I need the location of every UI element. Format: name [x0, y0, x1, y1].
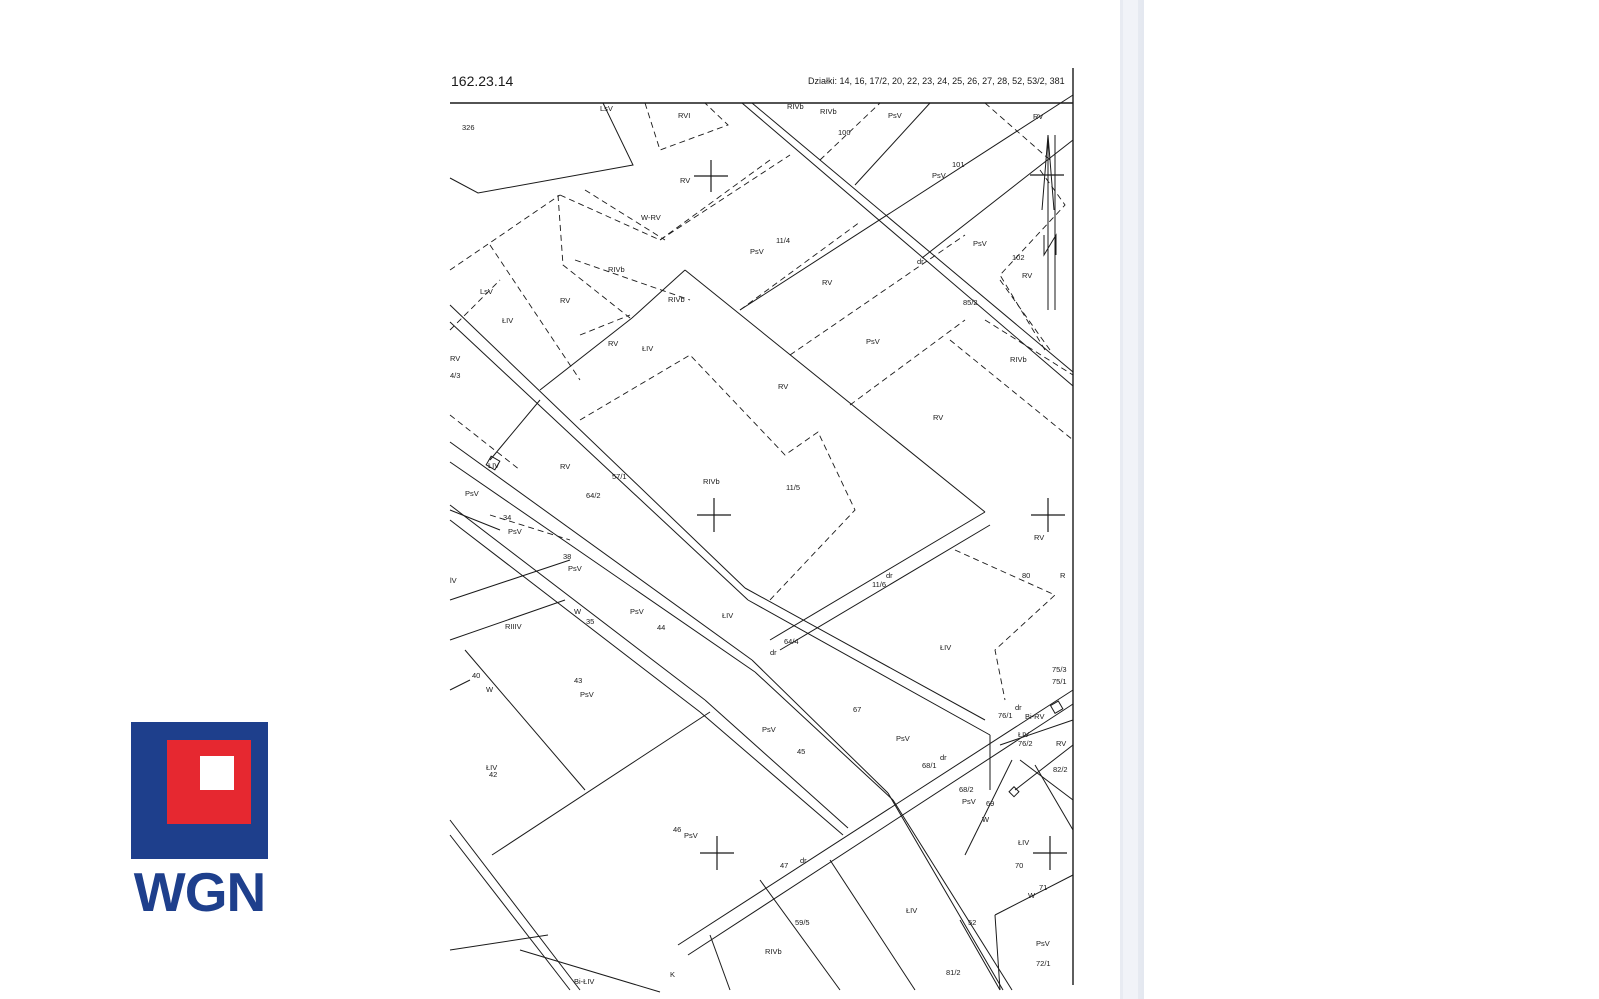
- map-label: 75/3: [1052, 665, 1067, 674]
- map-label: PsV: [684, 831, 698, 840]
- map-label: 326: [462, 123, 475, 132]
- map-label: ŁIV: [722, 611, 734, 620]
- map-label: RV: [608, 339, 619, 348]
- wgn-logo: [131, 722, 268, 859]
- map-label: 4/3: [450, 371, 461, 380]
- map-label: dr: [1015, 703, 1022, 712]
- map-label: LsV: [600, 104, 613, 113]
- map-label: PsV: [762, 725, 776, 734]
- map-label: 80: [1022, 571, 1031, 580]
- building-markers: [486, 456, 1063, 796]
- map-label: LsV: [480, 287, 493, 296]
- map-label: PsV: [888, 111, 902, 120]
- parcel-labels: [450, 102, 1068, 986]
- map-label: K: [670, 970, 676, 979]
- map-label: ŁIV: [906, 906, 918, 915]
- map-label: 43: [574, 676, 583, 685]
- map-label: RV: [450, 354, 461, 363]
- map-label: RIVb: [765, 947, 782, 956]
- map-label: ŁIV: [642, 344, 654, 353]
- map-label: W: [1028, 891, 1036, 900]
- map-label: RV: [1034, 533, 1045, 542]
- map-label: ŁIV: [488, 461, 500, 470]
- map-label: 57/1: [612, 472, 627, 481]
- map-label: ŁIV: [486, 763, 498, 772]
- map-label: 101: [952, 160, 965, 169]
- logo-red-square: [167, 740, 251, 824]
- map-label: RIVb: [820, 107, 837, 116]
- map-label: 40: [472, 671, 481, 680]
- map-label: 47: [780, 861, 789, 870]
- map-label: PsV: [932, 171, 946, 180]
- map-label: RV: [560, 296, 571, 305]
- map-label: 85/2: [963, 298, 978, 307]
- map-label: W: [486, 685, 494, 694]
- wgn-logo-text: WGN: [133, 861, 266, 923]
- map-label: 76/1: [998, 711, 1013, 720]
- map-label: 46: [673, 825, 682, 834]
- map-label: PsV: [508, 527, 522, 536]
- map-label: RV: [1033, 112, 1044, 121]
- map-label: RV: [560, 462, 571, 471]
- map-label: 72/1: [1036, 959, 1051, 968]
- map-label: RIVb: [787, 102, 804, 111]
- map-label: 76/2: [1018, 739, 1033, 748]
- map-label: 81/2: [946, 968, 961, 977]
- map-label: 44: [657, 623, 666, 632]
- map-label: 71: [1039, 883, 1048, 892]
- map-label: 102: [1012, 253, 1025, 262]
- map-label: 11/4: [776, 236, 791, 245]
- map-label: RV: [822, 278, 833, 287]
- map-label: 82/2: [1053, 765, 1068, 774]
- map-label: 64/4: [784, 637, 799, 646]
- map-label: RVI: [678, 111, 691, 120]
- map-label: RV: [1022, 271, 1033, 280]
- map-label: 11/6: [872, 580, 887, 589]
- map-label: ŁIV: [940, 643, 952, 652]
- map-label: RIVb: [703, 477, 720, 486]
- map-label: 59/5: [795, 918, 810, 927]
- survey-crosses: [694, 160, 1067, 870]
- map-label: 68/2: [959, 785, 974, 794]
- map-label: RIVb: [668, 295, 685, 304]
- map-label: PsV: [580, 690, 594, 699]
- parcel-326-boundary: [450, 103, 633, 193]
- map-label: 34: [503, 513, 512, 522]
- logo-white-square: [200, 756, 234, 790]
- map-label: W: [982, 815, 990, 824]
- map-label: ŁIV: [1018, 838, 1030, 847]
- land-use-boundaries: [450, 103, 1073, 700]
- map-label: lV: [450, 576, 457, 585]
- map-label: 52: [968, 918, 977, 927]
- map-label: ŁIV: [1018, 730, 1030, 739]
- map-label: PsV: [568, 564, 582, 573]
- map-label: ŁIV: [502, 316, 514, 325]
- map-label: PsV: [973, 239, 987, 248]
- map-label: dr: [940, 753, 947, 762]
- map-label: 70: [1015, 861, 1024, 870]
- map-label: PsV: [866, 337, 880, 346]
- map-label: RV: [778, 382, 789, 391]
- map-label: 45: [797, 747, 806, 756]
- map-label: 69: [986, 799, 995, 808]
- map-label: W-RV: [641, 213, 661, 222]
- map-label: RV: [1056, 739, 1067, 748]
- map-label: RV: [933, 413, 944, 422]
- map-label: PsV: [896, 734, 910, 743]
- map-label: 67: [853, 705, 862, 714]
- map-label: dr: [800, 856, 807, 865]
- map-label: 100: [838, 128, 851, 137]
- map-label: dr: [770, 648, 777, 657]
- map-label: 35: [586, 617, 595, 626]
- map-label: PsV: [1036, 939, 1050, 948]
- parcels-header: Działki: 14, 16, 17/2, 20, 22, 23, 24, 25, 26, 27, 28, 52, 53/2, 381: [808, 76, 1065, 86]
- map-label: 38: [563, 552, 572, 561]
- map-label: Bi-ŁIV: [574, 977, 595, 986]
- map-label: Bi-RV: [1025, 712, 1045, 721]
- map-label: RIVb: [608, 265, 625, 274]
- map-label: RV: [680, 176, 691, 185]
- map-label: dr: [886, 571, 893, 580]
- map-label: R: [1060, 571, 1066, 580]
- map-label: PsV: [465, 489, 479, 498]
- map-label: W: [574, 607, 582, 616]
- map-label: PsV: [630, 607, 644, 616]
- map-label: 64/2: [586, 491, 601, 500]
- map-label: 42: [489, 770, 498, 779]
- map-label: 68/1: [922, 761, 937, 770]
- map-label: PsV: [750, 247, 764, 256]
- map-label: PsV: [962, 797, 976, 806]
- map-label: 11/5: [786, 483, 801, 492]
- map-label: RIVb: [1010, 355, 1027, 364]
- map-label: 75/1: [1052, 677, 1067, 686]
- map-label: dr: [917, 257, 924, 266]
- sheet-number: 162.23.14: [451, 73, 514, 89]
- map-label: RIIIV: [505, 622, 522, 631]
